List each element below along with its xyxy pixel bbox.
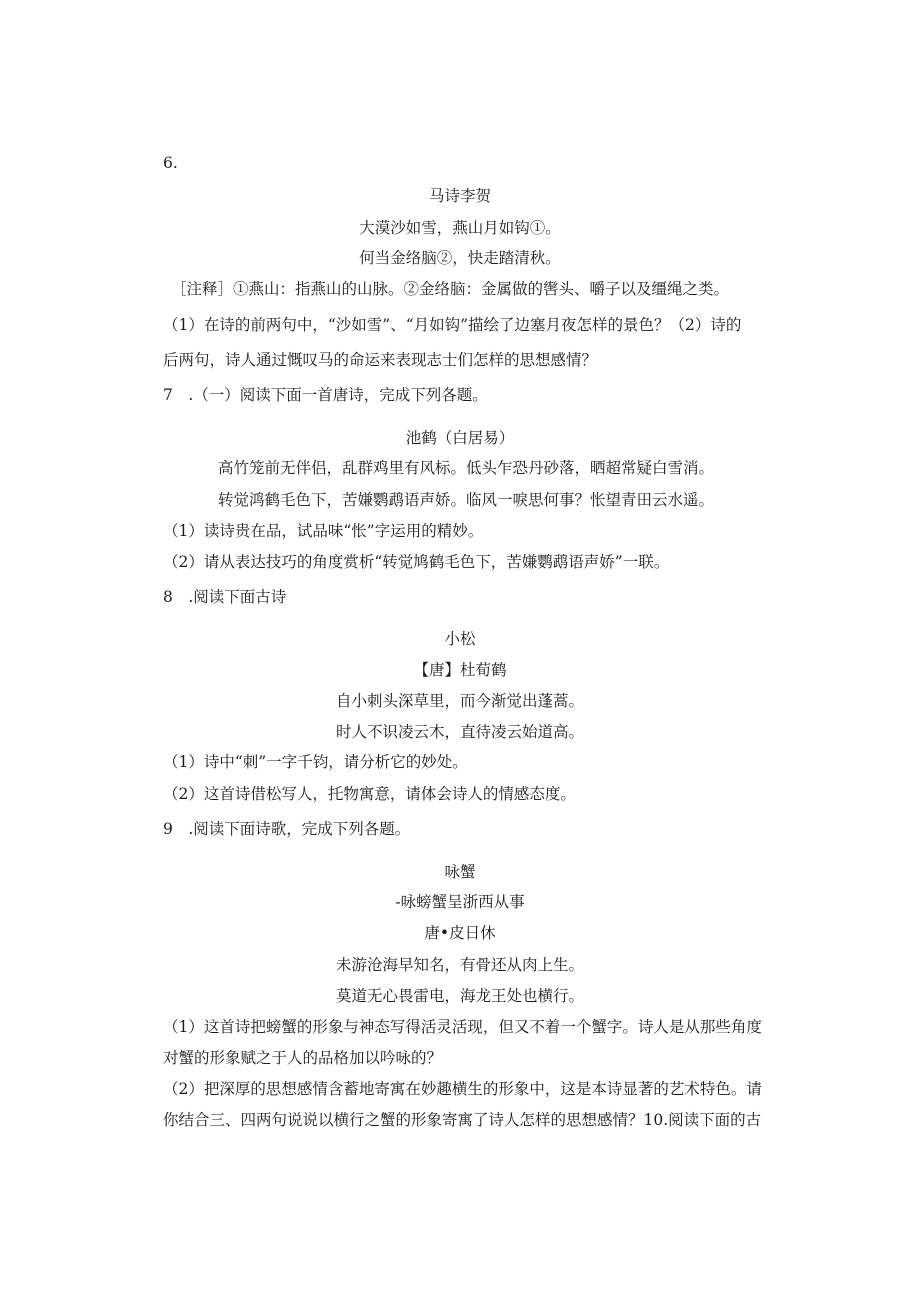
question-heading: 8 .阅读下面古诗 [163, 588, 287, 606]
poem-title: 咏蟹 [444, 863, 476, 881]
question-heading: 7 .（一）阅读下面一首唐诗，完成下列各题。 [163, 386, 488, 404]
poem-line: 何当金络脑②，快走踏清秋。 [359, 249, 561, 267]
question-text: （1）读诗贵在品，试品味“怅”字运用的精妙。 [163, 522, 484, 540]
question-number: 6. [163, 154, 178, 172]
question-text: 后两句，诗人通过慨叹马的命运来表现志士们怎样的思想感情？ [163, 351, 598, 369]
question-text: （2）这首诗借松写人，托物寓意，请体会诗人的情感态度。 [163, 785, 576, 803]
poem-subtitle: -咏螃蟹呈浙西从事 [395, 893, 525, 911]
poem-title: 小松 [444, 630, 476, 648]
poem-author: 唐•皮日休 [424, 924, 496, 942]
poem-line: 未游沧海早知名，有骨还从肉上生。 [335, 956, 584, 974]
poem-line: 自小刺头深草里，而今渐觉出蓬蒿。 [335, 692, 584, 710]
question-text: （2）把深厚的思想感情含蓄地寄寓在妙趣横生的形象中，这是本诗显著的艺术特色。请 [163, 1080, 762, 1098]
poem-line: 时人不识凌云木，直待凌云始道高。 [335, 723, 584, 741]
question-text: （2）请从表达技巧的角度赏析“转觉鸠鹤毛色下，苦嫌鹦鹉语声娇”一联。 [163, 553, 670, 571]
question-heading: 9 .阅读下面诗歌，完成下列各题。 [163, 820, 411, 838]
poem-title: 池鹤（白居易） [405, 429, 515, 447]
question-text: 对蟹的形象赋之于人的品格加以吟咏的？ [163, 1049, 443, 1067]
poem-line: 大漠沙如雪，燕山月如钩①。 [359, 219, 561, 237]
question-text: （1）这首诗把螃蟹的形象与神态写得活灵活现，但又不着一个蟹字。诗人是从那些角度 [163, 1018, 762, 1036]
annotation: ［注释］①燕山：指燕山的山脉。②金络脑：金属做的辔头、嚼子以及缰绳之类。 [171, 280, 730, 298]
question-text: （1）诗中“刺”一字千钧，请分析它的妙处。 [163, 753, 468, 771]
poem-line: 高竹笼前无伴侣，乱群鸡里有风标。低头乍恐丹砂落，晒超常疑白雪消。 [218, 459, 715, 477]
poem-author: 【唐】杜荀鹤 [413, 661, 507, 679]
poem-title: 马诗李贺 [428, 187, 491, 205]
poem-line: 转觉鸿鹤毛色下，苦嫌鹦鹉语声娇。临风一唳思何事？怅望青田云水遥。 [218, 491, 715, 509]
question-text: （1）在诗的前两句中，“沙如雪”、“月如钩”描绘了边塞月夜怎样的景色？（2）诗的 [163, 316, 742, 334]
question-text: 你结合三、四两句说说以横行之蟹的形象寄寓了诗人怎样的思想感情？10.阅读下面的古 [163, 1111, 762, 1129]
poem-line: 莫道无心畏雷电，海龙王处也横行。 [335, 987, 584, 1005]
